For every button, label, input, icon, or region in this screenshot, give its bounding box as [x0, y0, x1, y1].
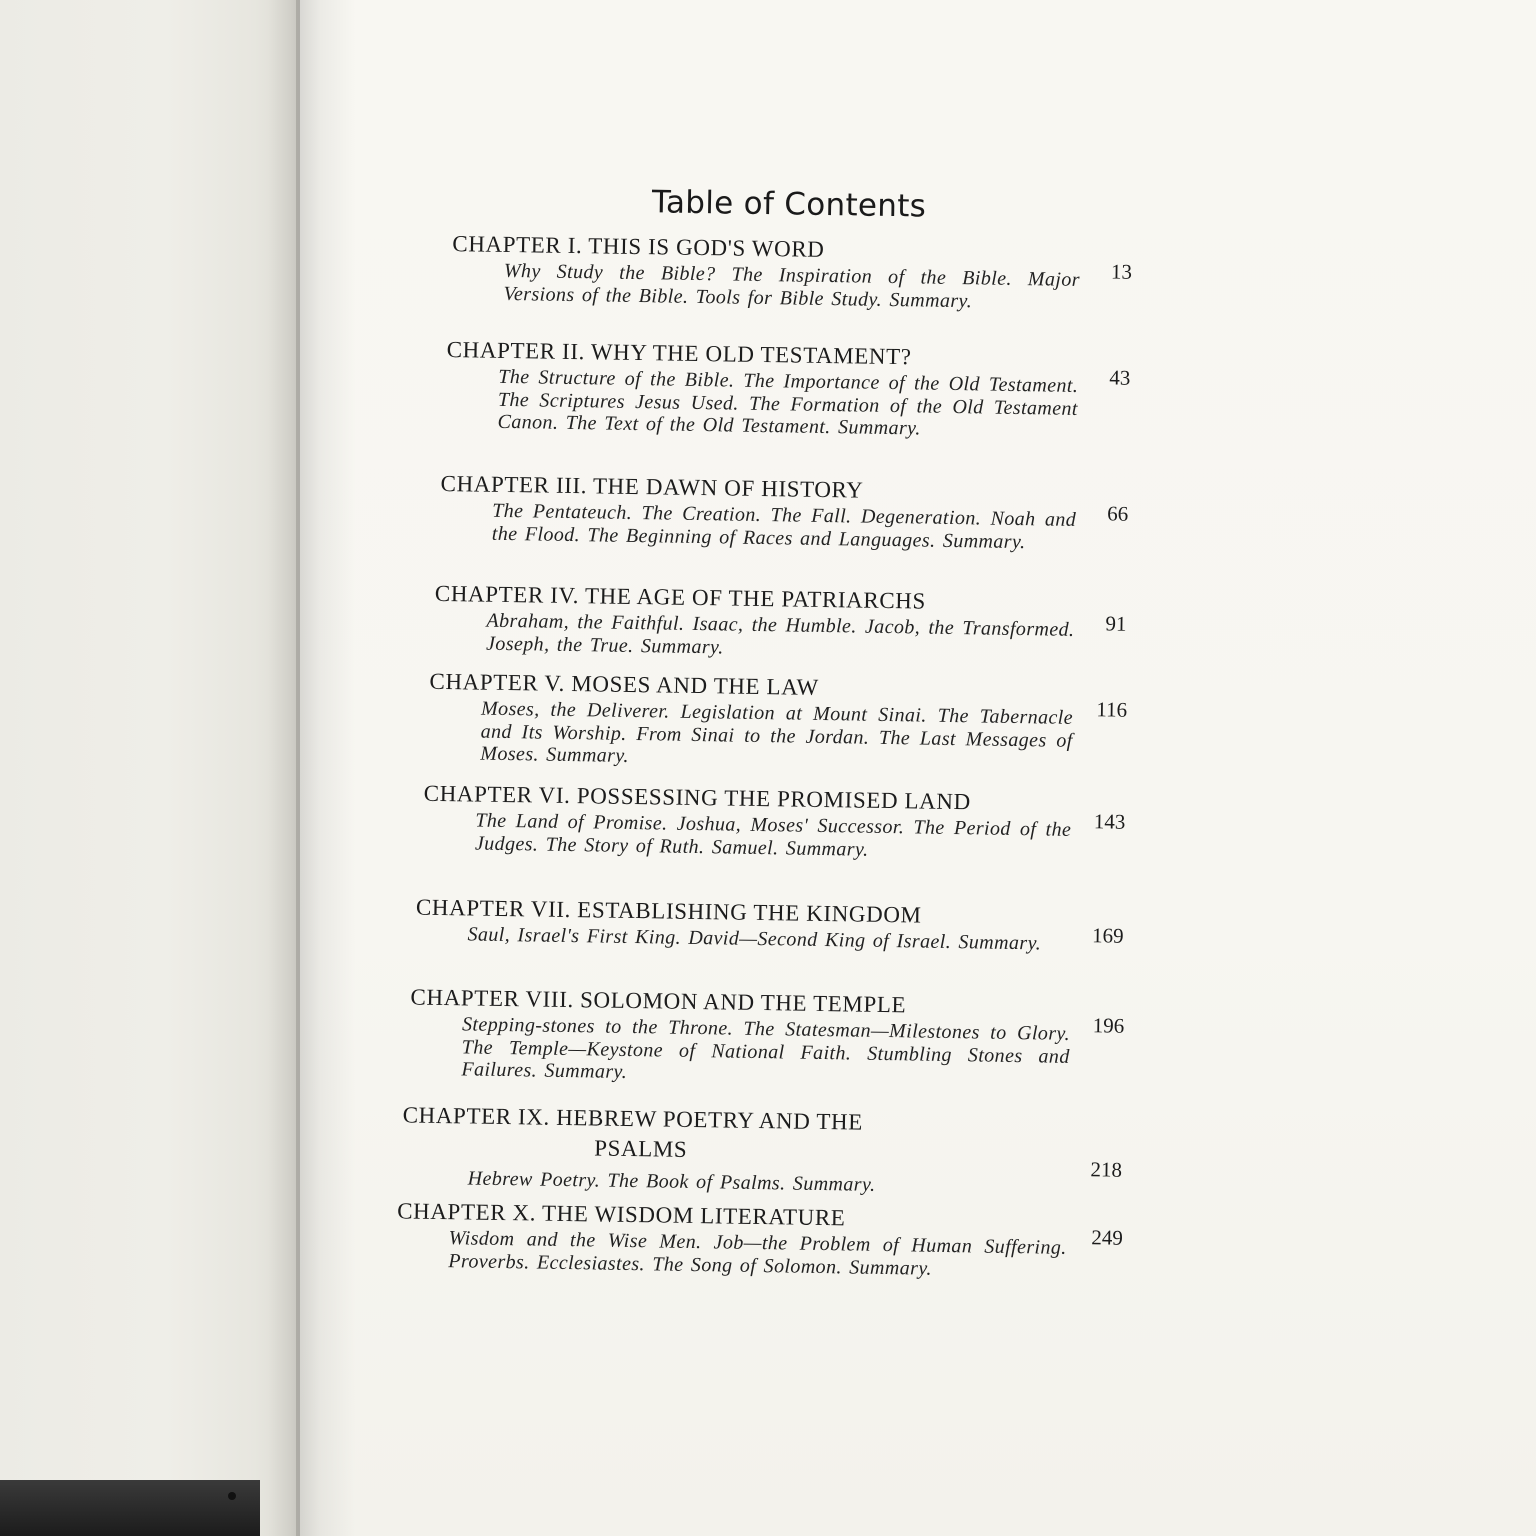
chapter-summary: Why Study the Bible? The Inspiration of the Bible. Major Versions of the Bible. Tools for Bible Study. Summary.: [503, 259, 1081, 312]
chapter-page-number: 196: [1092, 1013, 1125, 1038]
chapter-heading: CHAPTER VI. POSSESSING THE PROMISED LAND: [423, 780, 972, 815]
chapter-heading: CHAPTER V. MOSES AND THE LAW: [429, 668, 820, 700]
chapter-heading: CHAPTER VIII. SOLOMON AND THE TEMPLE: [410, 984, 907, 1018]
chapter-page-number: 249: [1091, 1225, 1124, 1250]
chapter-summary: The Land of Promise. Joshua, Moses' Successor. The Period of the Judges. The Story of Ruth. Samuel. Summary.: [474, 809, 1072, 861]
chapter-page-number: 91: [1105, 611, 1127, 636]
chapter-heading: CHAPTER X. THE WISDOM LITERATURE: [396, 1198, 846, 1231]
chapter-summary: Hebrew Poetry. The Book of Psalms. Summary.: [467, 1167, 876, 1196]
chapter-heading: CHAPTER III. THE DAWN OF HISTORY: [440, 470, 864, 503]
chapter-summary: The Pentateuch. The Creation. The Fall. Degeneration. Noah and the Flood. The Beginning of Races and Languages. Summary.: [491, 499, 1077, 553]
chapter-summary: Stepping-stones to the Throne. The Statesman—Milestones to Glory. The Temple—Keystone of National Faith. Stumbling Stones and Failures. Summary.: [461, 1013, 1071, 1083]
chapter-heading: CHAPTER I. THIS IS GOD'S WORD: [452, 231, 825, 262]
chapter-page-number: 66: [1107, 501, 1129, 526]
chapter-page-number: 43: [1109, 365, 1131, 390]
chapter-heading: CHAPTER VII. ESTABLISHING THE KINGDOM: [415, 894, 922, 928]
chapter-summary: Abraham, the Faithful. Isaac, the Humble. Jacob, the Transformed. Joseph, the True. Summary.: [485, 609, 1075, 658]
chapter-summary: Saul, Israel's First King. David—Second King of Israel. Summary.: [467, 923, 1042, 955]
chapter-heading: CHAPTER II. WHY THE OLD TESTAMENT?: [446, 337, 912, 370]
chapter-heading: CHAPTER IX. HEBREW POETRY AND THE: [402, 1102, 864, 1135]
chapter-page-number: 13: [1110, 259, 1133, 284]
chapter-heading: CHAPTER IV. THE AGE OF THE PATRIARCHS: [434, 580, 927, 614]
toc-title: Table of Contents: [651, 184, 927, 225]
chapter-summary: Wisdom and the Wise Men. Job—the Problem of Human Suffering. Proverbs. Ecclesiastes. The Song of Solomon. Summary.: [448, 1227, 1067, 1280]
chapter-page-number: 143: [1093, 809, 1126, 834]
chapter-page-number: 218: [1090, 1157, 1123, 1182]
chapter-summary: The Structure of the Bible. The Importance of the Old Testament. The Scriptures Jesus Used. The Formation of the Old Testament Canon. The Text of the Old Testament. Summary.: [497, 365, 1079, 440]
chapter-page-number: 116: [1096, 697, 1128, 722]
chapter-summary: Moses, the Deliverer. Legislation at Mount Sinai. The Tabernacle and Its Worship. From Sinai to the Jordan. The Last Messages of Moses. Summary.: [480, 697, 1074, 767]
chapter-page-number: 169: [1091, 923, 1124, 948]
chapter-heading-continued: PSALMS: [594, 1135, 688, 1162]
